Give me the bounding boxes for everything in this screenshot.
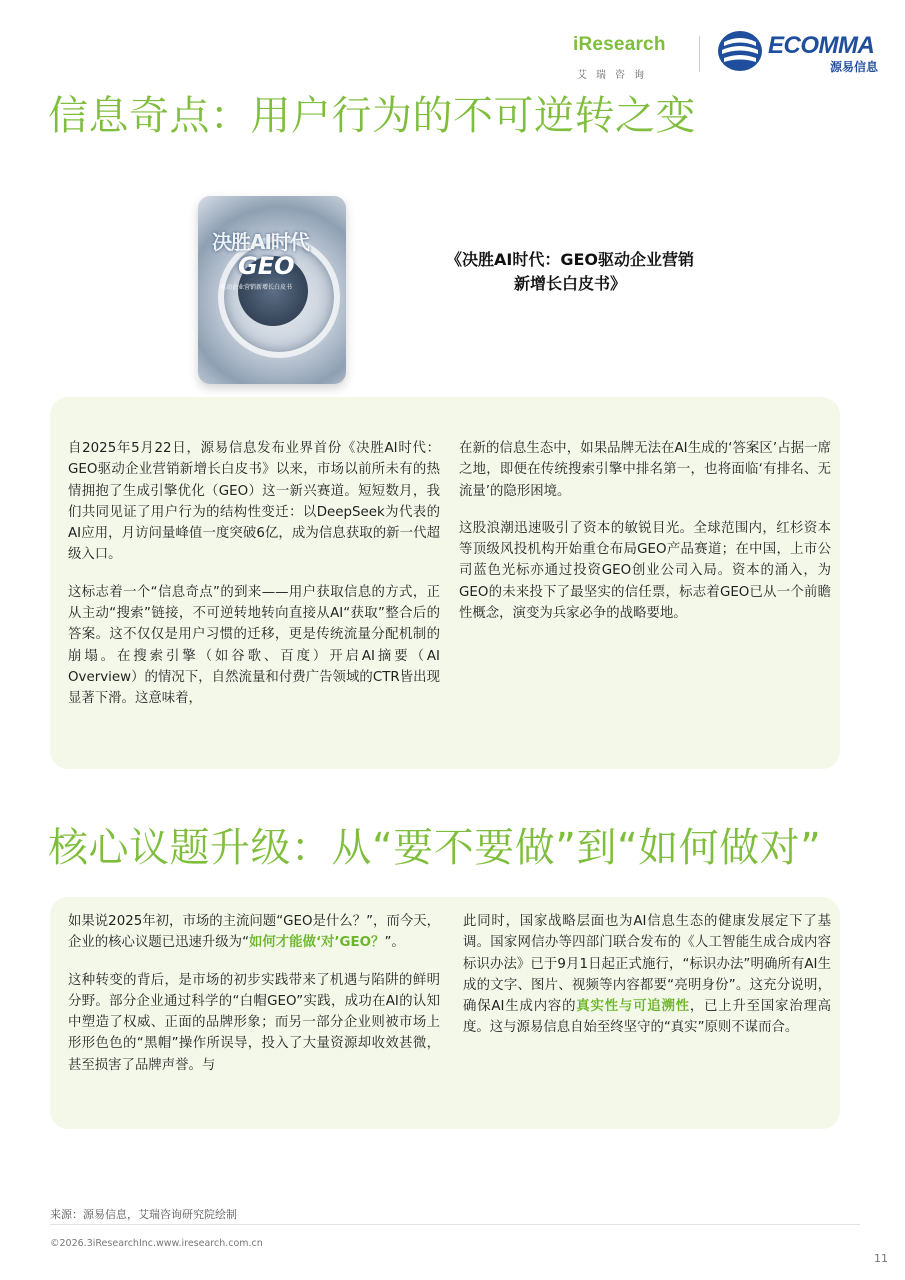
paragraph	[68, 911, 440, 954]
ecomma-emblem-icon	[716, 28, 764, 74]
section-title-core-issue-upgrade: 核心议题升级：从“要不要做”到“如何做对”	[48, 825, 822, 871]
source-note: 来源：源易信息，艾瑞咨询研究院绘制	[50, 1208, 237, 1221]
ecomma-logo-sub: 源易信息	[830, 60, 879, 74]
paragraph: 这种转变的背后，是市场的初步实践带来了机遇与陷阱的鲜明分野。部分企业通过科学的“白帽GEO”实践，成功在AI的认知中塑造了权威、正面的品牌形象；而另一部分企业则被市场上形形色色的“黑帽”操作所误导，投入了大量资源却收效甚微，甚至损害了品牌声誉。与	[68, 972, 440, 1073]
panel2-left-column	[68, 911, 440, 1092]
paragraph: 这股浪潮迅速吸引了资本的敏锐目光。全球范围内，红杉资本等顶级风投机构开始重仓布局GEO产品赛道；在中国，上市公司蓝色光标亦通过投资GEO创业公司入局。资本的涌入，为GEO的未来投下了最坚实的信任票，标志着GEO已从一个前瞻性概念，演变为兵家必争的战略要地。	[459, 520, 831, 622]
panel2-right-column	[463, 911, 831, 1055]
highlight-text: 真实性与可追溯性	[576, 999, 690, 1015]
panel1-left-column	[68, 438, 440, 726]
ecomma-logo	[716, 26, 886, 78]
panel1-right-column	[459, 438, 831, 640]
page-number: 11	[874, 1252, 888, 1265]
paragraph: 这标志着一个“信息奇点”的到来——用户获取信息的方式，正从主动“搜索”链接，不可逆转地转向直接从AI“获取”整合后的答案。这不仅仅是用户习惯的迁移，更是传统流量分配机制的崩塌。在搜索引擎（如谷歌、百度）开启AI摘要（AI Overview）的情况下，自然流量和付费广告领域的CTR皆出现显著下滑。这意味着，	[68, 584, 440, 707]
iresearch-logo-sub: 艾瑞咨询	[577, 70, 653, 81]
whitepaper-title-line1: 《决胜AI时代：GEO驱动企业营销	[445, 250, 694, 269]
paragraph: 自2025年5月22日，源易信息发布业界首份《决胜AI时代：GEO驱动企业营销新增长白皮书》以来，市场以前所未有的热情拥抱了生成引擎优化（GEO）这一新兴赛道。短短数月，我们共同见证了用户行为的结构性变迁：以DeepSeek为代表的AI应用，月访问量峰值一度突破6亿，成为信息获取的新一代超级入口。	[68, 441, 440, 563]
text-run: ”。	[384, 935, 405, 951]
whitepaper-title	[420, 248, 720, 296]
cover-subtitle: 驱动企业营销新增长白皮书	[220, 284, 293, 291]
whitepaper-cover-image	[198, 196, 346, 384]
copyright: ©2026.3iResearchInc.www.iresearch.com.cn	[50, 1238, 263, 1249]
paragraph	[463, 911, 831, 1039]
paragraph: 在新的信息生态中，如果品牌无法在AI生成的‘答案区’占据一席之地，即便在传统搜索引擎中排名第一，也将面临‘有排名、无流量’的隐形困境。	[459, 441, 831, 499]
footer-divider	[50, 1224, 860, 1225]
logo-divider	[699, 36, 700, 72]
text-run: ，已上升至国家治理高度。这与源易信息自始至终坚守的“真实”原则不谋而合。	[463, 999, 832, 1036]
cover-geo-mark: GEO	[238, 252, 295, 280]
ecomma-logo-text: ECOMMA	[768, 32, 875, 59]
whitepaper-title-line2: 新增长白皮书》	[513, 274, 626, 293]
iresearch-logo	[573, 30, 683, 86]
cover-title: 决胜AI时代	[212, 230, 309, 254]
text-run: 如果说2025年初，市场的主流问题“GEO是什么？”，而今天，企业的核心议题已迅速升级为“	[68, 914, 440, 951]
text-run: 此同时，国家战略层面也为AI信息生态的健康发展定下了基调。国家网信办等四部门联合发布的《人工智能生成合成内容标识办法》已于9月1日起正式施行，“标识办法”明确所有AI生成的文字、图片、视频等内容都要“亮明身份”。	[463, 914, 831, 993]
highlight-text: 如何才能做‘对’GEO？	[249, 935, 385, 951]
text-run: 这充分说明，确保AI生成内容的	[463, 977, 832, 1015]
section-title-information-singularity: 信息奇点：用户行为的不可逆转之变	[48, 93, 696, 139]
iresearch-logo-text: iResearch	[573, 34, 666, 55]
